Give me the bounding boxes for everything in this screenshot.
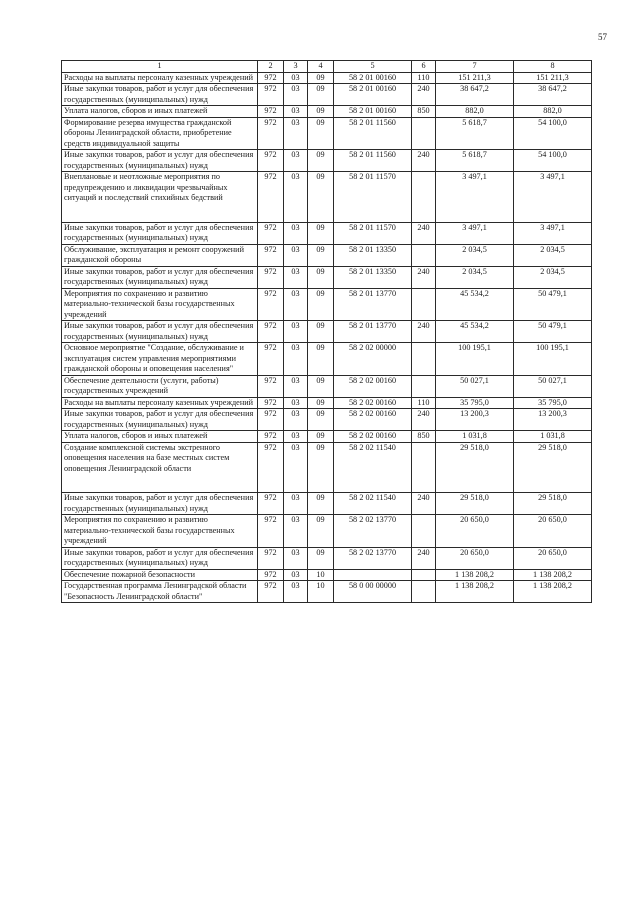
section-code-cell: 03	[284, 581, 308, 603]
table-row	[62, 547, 592, 569]
table-row	[62, 106, 592, 118]
item-name-cell: Обеспечение деятельности (услуги, работы) государственных учреждений	[62, 375, 258, 397]
expense-type-cell: 110	[412, 397, 436, 409]
section-code-cell: 03	[284, 172, 308, 223]
target-article-cell: 58 2 01 00160	[334, 72, 412, 84]
expense-type-cell: 240	[412, 266, 436, 288]
section-code-cell: 03	[284, 150, 308, 172]
grbs-code-cell: 972	[258, 222, 284, 244]
amount-year1-cell: 20 650,0	[436, 547, 514, 569]
grbs-code-cell: 972	[258, 431, 284, 443]
item-name-cell: Формирование резерва имущества гражданской обороны Ленинградской области, приобретение средств индивидуальной защиты	[62, 117, 258, 150]
item-name-cell: Иные закупки товаров, работ и услуг для обеспечения государственных (муниципальных) нужд	[62, 266, 258, 288]
amount-year1-cell: 2 034,5	[436, 266, 514, 288]
table-row	[62, 581, 592, 603]
grbs-code-cell: 972	[258, 547, 284, 569]
expense-type-cell: 850	[412, 431, 436, 443]
item-name-cell: Мероприятия по сохранению и развитию материально-технической базы государственных учреждений	[62, 515, 258, 548]
grbs-code-cell: 972	[258, 288, 284, 321]
subsection-code-cell: 09	[308, 321, 334, 343]
section-code-cell: 03	[284, 84, 308, 106]
amount-year2-cell: 2 034,5	[514, 244, 592, 266]
subsection-code-cell: 09	[308, 244, 334, 266]
target-article-cell: 58 2 02 00160	[334, 397, 412, 409]
amount-year1-cell: 1 138 208,2	[436, 569, 514, 581]
header-cell: 2	[258, 61, 284, 73]
table-row	[62, 442, 592, 493]
target-article-cell: 58 0 00 00000	[334, 581, 412, 603]
grbs-code-cell: 972	[258, 343, 284, 376]
target-article-cell: 58 2 02 00160	[334, 409, 412, 431]
item-name-cell: Обслуживание, эксплуатация и ремонт сооружений гражданской обороны	[62, 244, 258, 266]
subsection-code-cell: 09	[308, 150, 334, 172]
subsection-code-cell: 09	[308, 409, 334, 431]
target-article-cell: 58 2 02 00160	[334, 431, 412, 443]
subsection-code-cell: 09	[308, 442, 334, 493]
header-cell: 6	[412, 61, 436, 73]
table-header-row	[62, 61, 592, 73]
amount-year1-cell: 50 027,1	[436, 375, 514, 397]
table-row	[62, 431, 592, 443]
item-name-cell: Иные закупки товаров, работ и услуг для обеспечения государственных (муниципальных) нужд	[62, 222, 258, 244]
item-name-cell: Уплата налогов, сборов и иных платежей	[62, 431, 258, 443]
grbs-code-cell: 972	[258, 84, 284, 106]
subsection-code-cell: 09	[308, 493, 334, 515]
subsection-code-cell: 10	[308, 581, 334, 603]
section-code-cell: 03	[284, 117, 308, 150]
section-code-cell: 03	[284, 321, 308, 343]
grbs-code-cell: 972	[258, 150, 284, 172]
subsection-code-cell: 09	[308, 375, 334, 397]
expense-type-cell	[412, 442, 436, 493]
expense-type-cell: 850	[412, 106, 436, 118]
expense-type-cell: 240	[412, 84, 436, 106]
table-row	[62, 84, 592, 106]
table-row	[62, 375, 592, 397]
expense-type-cell	[412, 288, 436, 321]
section-code-cell: 03	[284, 288, 308, 321]
grbs-code-cell: 972	[258, 117, 284, 150]
section-code-cell: 03	[284, 375, 308, 397]
amount-year1-cell: 29 518,0	[436, 493, 514, 515]
amount-year1-cell: 35 795,0	[436, 397, 514, 409]
item-name-cell: Уплата налогов, сборов и иных платежей	[62, 106, 258, 118]
subsection-code-cell: 09	[308, 117, 334, 150]
expense-type-cell: 240	[412, 547, 436, 569]
section-code-cell: 03	[284, 493, 308, 515]
amount-year1-cell: 5 618,7	[436, 150, 514, 172]
header-cell: 1	[62, 61, 258, 73]
amount-year1-cell: 38 647,2	[436, 84, 514, 106]
table-row	[62, 244, 592, 266]
amount-year1-cell: 151 211,3	[436, 72, 514, 84]
amount-year2-cell: 54 100,0	[514, 150, 592, 172]
amount-year2-cell: 50 479,1	[514, 288, 592, 321]
item-name-cell: Иные закупки товаров, работ и услуг для обеспечения государственных (муниципальных) нужд	[62, 547, 258, 569]
table-row	[62, 172, 592, 223]
amount-year2-cell: 50 027,1	[514, 375, 592, 397]
header-cell: 5	[334, 61, 412, 73]
target-article-cell: 58 2 01 13770	[334, 288, 412, 321]
table-row	[62, 288, 592, 321]
table-row	[62, 409, 592, 431]
amount-year1-cell: 1 138 208,2	[436, 581, 514, 603]
table-row	[62, 266, 592, 288]
budget-table	[61, 60, 592, 603]
table-row	[62, 321, 592, 343]
amount-year1-cell: 3 497,1	[436, 172, 514, 223]
amount-year1-cell: 45 534,2	[436, 288, 514, 321]
amount-year1-cell: 13 200,3	[436, 409, 514, 431]
grbs-code-cell: 972	[258, 569, 284, 581]
section-code-cell: 03	[284, 409, 308, 431]
header-cell: 8	[514, 61, 592, 73]
target-article-cell: 58 2 01 00160	[334, 84, 412, 106]
grbs-code-cell: 972	[258, 581, 284, 603]
amount-year1-cell: 882,0	[436, 106, 514, 118]
item-name-cell: Иные закупки товаров, работ и услуг для обеспечения государственных (муниципальных) нужд	[62, 84, 258, 106]
target-article-cell	[334, 569, 412, 581]
item-name-cell: Государственная программа Ленинградской области "Безопасность Ленинградской области"	[62, 581, 258, 603]
amount-year2-cell: 35 795,0	[514, 397, 592, 409]
target-article-cell: 58 2 02 00160	[334, 375, 412, 397]
expense-type-cell: 240	[412, 409, 436, 431]
target-article-cell: 58 2 01 11570	[334, 222, 412, 244]
section-code-cell: 03	[284, 244, 308, 266]
subsection-code-cell: 09	[308, 343, 334, 376]
expense-type-cell	[412, 343, 436, 376]
target-article-cell: 58 2 02 00000	[334, 343, 412, 376]
target-article-cell: 58 2 02 13770	[334, 547, 412, 569]
section-code-cell: 03	[284, 72, 308, 84]
item-name-cell: Иные закупки товаров, работ и услуг для обеспечения государственных (муниципальных) нужд	[62, 150, 258, 172]
grbs-code-cell: 972	[258, 106, 284, 118]
expense-type-cell	[412, 172, 436, 223]
table-row	[62, 72, 592, 84]
item-name-cell: Иные закупки товаров, работ и услуг для обеспечения государственных (муниципальных) нужд	[62, 409, 258, 431]
amount-year2-cell: 54 100,0	[514, 117, 592, 150]
grbs-code-cell: 972	[258, 493, 284, 515]
target-article-cell: 58 2 01 11560	[334, 150, 412, 172]
subsection-code-cell: 09	[308, 84, 334, 106]
amount-year2-cell: 1 031,8	[514, 431, 592, 443]
amount-year1-cell: 5 618,7	[436, 117, 514, 150]
subsection-code-cell: 10	[308, 569, 334, 581]
header-cell: 3	[284, 61, 308, 73]
grbs-code-cell: 972	[258, 397, 284, 409]
target-article-cell: 58 2 01 13350	[334, 266, 412, 288]
section-code-cell: 03	[284, 431, 308, 443]
section-code-cell: 03	[284, 266, 308, 288]
target-article-cell: 58 2 01 00160	[334, 106, 412, 118]
subsection-code-cell: 09	[308, 547, 334, 569]
amount-year2-cell: 38 647,2	[514, 84, 592, 106]
header-cell: 7	[436, 61, 514, 73]
expense-type-cell	[412, 581, 436, 603]
expense-type-cell	[412, 117, 436, 150]
grbs-code-cell: 972	[258, 72, 284, 84]
item-name-cell: Основное мероприятие "Создание, обслуживание и эксплуатация систем управления мероприятиями гражданской обороны и оповещения населения"	[62, 343, 258, 376]
table-row	[62, 569, 592, 581]
subsection-code-cell: 09	[308, 72, 334, 84]
subsection-code-cell: 09	[308, 222, 334, 244]
expense-type-cell: 240	[412, 222, 436, 244]
subsection-code-cell: 09	[308, 266, 334, 288]
item-name-cell: Обеспечение пожарной безопасности	[62, 569, 258, 581]
target-article-cell: 58 2 01 13770	[334, 321, 412, 343]
subsection-code-cell: 09	[308, 106, 334, 118]
section-code-cell: 03	[284, 106, 308, 118]
section-code-cell: 03	[284, 515, 308, 548]
table-row	[62, 493, 592, 515]
section-code-cell: 03	[284, 343, 308, 376]
amount-year2-cell: 1 138 208,2	[514, 581, 592, 603]
subsection-code-cell: 09	[308, 172, 334, 223]
page-number: 57	[598, 32, 607, 42]
expense-type-cell	[412, 515, 436, 548]
target-article-cell: 58 2 02 11540	[334, 493, 412, 515]
amount-year2-cell: 29 518,0	[514, 442, 592, 493]
section-code-cell: 03	[284, 397, 308, 409]
amount-year2-cell: 29 518,0	[514, 493, 592, 515]
grbs-code-cell: 972	[258, 515, 284, 548]
item-name-cell: Иные закупки товаров, работ и услуг для обеспечения государственных (муниципальных) нужд	[62, 493, 258, 515]
amount-year1-cell: 29 518,0	[436, 442, 514, 493]
item-name-cell: Расходы на выплаты персоналу казенных учреждений	[62, 72, 258, 84]
item-name-cell: Иные закупки товаров, работ и услуг для обеспечения государственных (муниципальных) нужд	[62, 321, 258, 343]
amount-year2-cell: 882,0	[514, 106, 592, 118]
amount-year2-cell: 20 650,0	[514, 547, 592, 569]
amount-year2-cell: 1 138 208,2	[514, 569, 592, 581]
expense-type-cell	[412, 569, 436, 581]
amount-year2-cell: 3 497,1	[514, 222, 592, 244]
target-article-cell: 58 2 01 11560	[334, 117, 412, 150]
section-code-cell: 03	[284, 547, 308, 569]
expense-type-cell: 240	[412, 493, 436, 515]
header-cell: 4	[308, 61, 334, 73]
section-code-cell: 03	[284, 222, 308, 244]
target-article-cell: 58 2 01 11570	[334, 172, 412, 223]
expense-type-cell: 110	[412, 72, 436, 84]
expense-type-cell	[412, 244, 436, 266]
subsection-code-cell: 09	[308, 431, 334, 443]
table-row	[62, 343, 592, 376]
section-code-cell: 03	[284, 569, 308, 581]
table-row	[62, 515, 592, 548]
grbs-code-cell: 972	[258, 244, 284, 266]
amount-year2-cell: 100 195,1	[514, 343, 592, 376]
item-name-cell: Расходы на выплаты персоналу казенных учреждений	[62, 397, 258, 409]
grbs-code-cell: 972	[258, 172, 284, 223]
target-article-cell: 58 2 02 13770	[334, 515, 412, 548]
amount-year1-cell: 2 034,5	[436, 244, 514, 266]
amount-year2-cell: 13 200,3	[514, 409, 592, 431]
amount-year2-cell: 151 211,3	[514, 72, 592, 84]
amount-year2-cell: 3 497,1	[514, 172, 592, 223]
grbs-code-cell: 972	[258, 442, 284, 493]
grbs-code-cell: 972	[258, 409, 284, 431]
amount-year1-cell: 3 497,1	[436, 222, 514, 244]
table-row	[62, 222, 592, 244]
amount-year1-cell: 20 650,0	[436, 515, 514, 548]
subsection-code-cell: 09	[308, 288, 334, 321]
section-code-cell: 03	[284, 442, 308, 493]
subsection-code-cell: 09	[308, 397, 334, 409]
grbs-code-cell: 972	[258, 321, 284, 343]
target-article-cell: 58 2 01 13350	[334, 244, 412, 266]
expense-type-cell: 240	[412, 150, 436, 172]
expense-type-cell	[412, 375, 436, 397]
amount-year2-cell: 2 034,5	[514, 266, 592, 288]
amount-year1-cell: 1 031,8	[436, 431, 514, 443]
amount-year1-cell: 45 534,2	[436, 321, 514, 343]
item-name-cell: Внеплановые и неотложные мероприятия по предупреждению и ликвидации чрезвычайных ситуаций и последствий стихийных бедствий	[62, 172, 258, 223]
item-name-cell: Мероприятия по сохранению и развитию материально-технической базы государственных учреждений	[62, 288, 258, 321]
item-name-cell: Создание комплексной системы экстренного оповещения населения на базе местных систем оповещения Ленинградской области	[62, 442, 258, 493]
amount-year2-cell: 20 650,0	[514, 515, 592, 548]
amount-year1-cell: 100 195,1	[436, 343, 514, 376]
table-row	[62, 150, 592, 172]
table-row	[62, 117, 592, 150]
amount-year2-cell: 50 479,1	[514, 321, 592, 343]
subsection-code-cell: 09	[308, 515, 334, 548]
table-row	[62, 397, 592, 409]
expense-type-cell: 240	[412, 321, 436, 343]
grbs-code-cell: 972	[258, 375, 284, 397]
grbs-code-cell: 972	[258, 266, 284, 288]
target-article-cell: 58 2 02 11540	[334, 442, 412, 493]
